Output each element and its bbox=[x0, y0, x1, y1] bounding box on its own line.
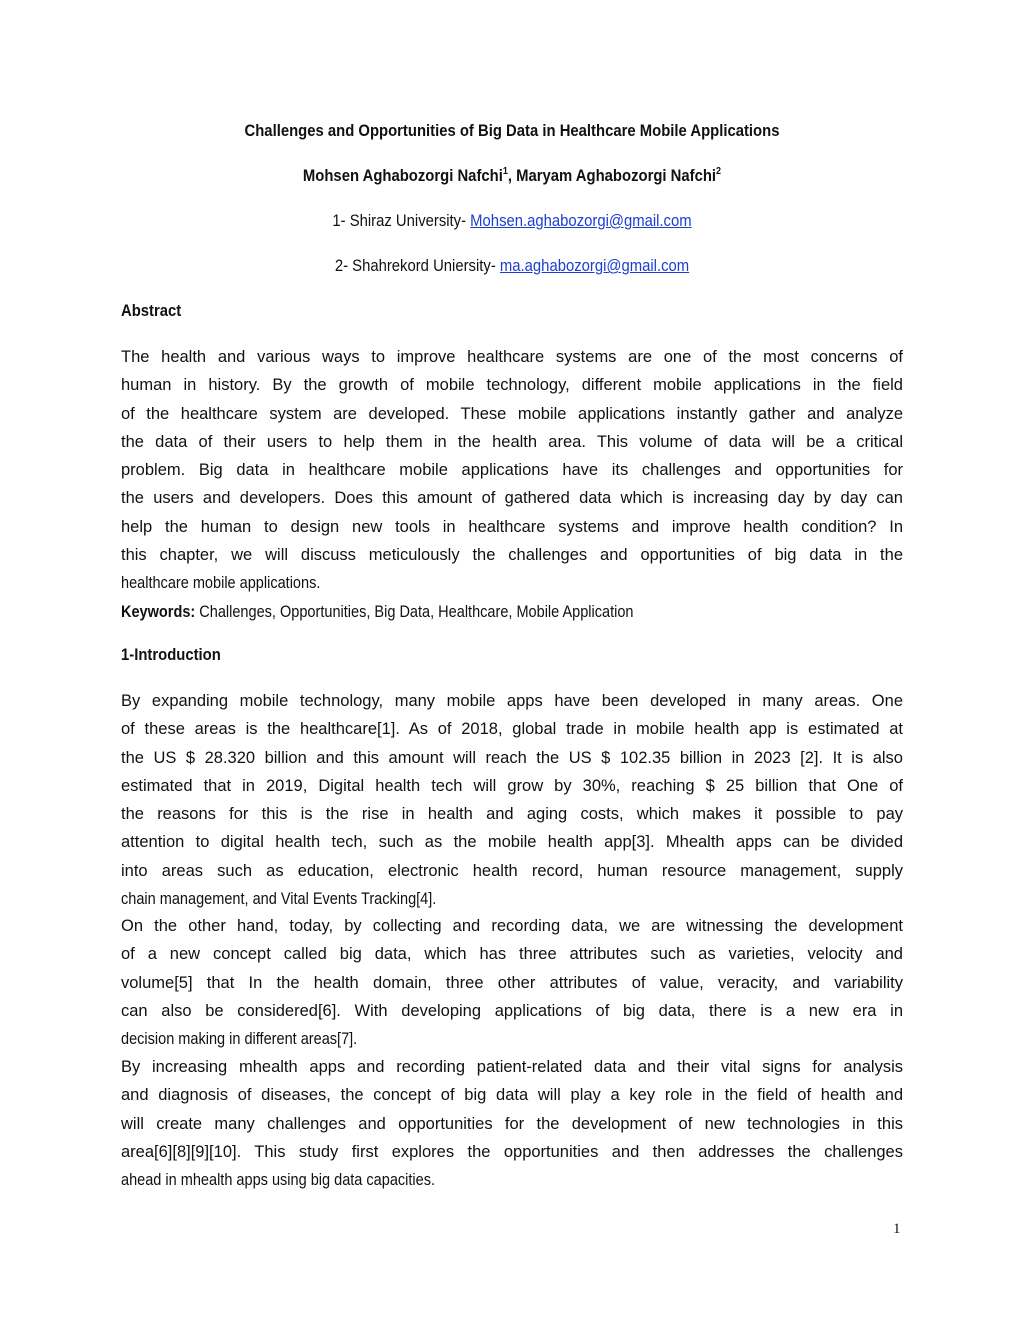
page-number: 1 bbox=[893, 1221, 901, 1237]
text-line: By increasing mhealth apps and recording patient-related data and their vital signs for analysis bbox=[121, 1058, 903, 1076]
email-link[interactable]: Mohsen.aghabozorgi@gmail.com bbox=[470, 212, 692, 230]
author-separator: , bbox=[507, 167, 517, 185]
text-line: By expanding mobile technology, many mobile apps have been developed in many areas. One bbox=[121, 692, 903, 710]
author-name: Maryam Aghabozorgi Nafchi bbox=[516, 167, 717, 185]
text-line: The health and various ways to improve healthcare systems are one of the most concerns of bbox=[121, 348, 903, 366]
introduction-heading: 1-Introduction bbox=[121, 646, 221, 664]
text-line: help the human to design new tools in healthcare systems and improve health condition? In bbox=[121, 517, 903, 536]
affiliation-mark: 2 bbox=[716, 166, 722, 177]
introduction-paragraph-3 bbox=[121, 1053, 903, 1194]
affiliation-text: 2- Shahrekord Uniersity- bbox=[334, 257, 500, 275]
text-line: of the healthcare system are developed. These mobile applications instantly gather and analyze bbox=[121, 404, 903, 423]
text-line: the US $ 28.320 billion and this amount will reach the US $ 102.35 billion in 2023 [2]. It is also bbox=[121, 748, 903, 767]
affiliation-text: 1- Shiraz University- bbox=[332, 212, 471, 230]
text-line: decision making in different areas[7]. bbox=[121, 1030, 358, 1049]
text-line: estimated that in 2019, Digital health tech will grow by 30%, reaching $ 25 billion that One of bbox=[121, 776, 903, 795]
keywords-text: Challenges, Opportunities, Big Data, Healthcare, Mobile Application bbox=[195, 602, 634, 621]
author-list bbox=[51, 167, 973, 186]
text-line: human in history. By the growth of mobile technology, different mobile applications in the field bbox=[121, 376, 903, 395]
text-line: problem. Big data in healthcare mobile applications have its challenges and opportunities for bbox=[121, 461, 903, 480]
text-line: into areas such as education, electronic health record, human resource management, supply bbox=[121, 861, 903, 880]
text-line: can also be considered[6]. With developing applications of big data, there is a new era in bbox=[121, 1001, 903, 1020]
text-line: healthcare mobile applications. bbox=[121, 574, 321, 593]
text-line: volume[5] that In the health domain, three other attributes of value, veracity, and variability bbox=[121, 973, 903, 992]
author-name: Mohsen Aghabozorgi Nafchi bbox=[302, 167, 503, 185]
text-line: attention to digital health tech, such as the mobile health app[3]. Mhealth apps can be divided bbox=[121, 833, 903, 852]
text-line: On the other hand, today, by collecting and recording data, we are witnessing the development bbox=[121, 917, 903, 935]
text-line: ahead in mhealth apps using big data capacities. bbox=[121, 1171, 436, 1190]
text-line: will create many challenges and opportunities for the development of new technologies in this bbox=[121, 1114, 903, 1133]
keywords-label: Keywords: bbox=[121, 602, 196, 621]
text-line: of these areas is the healthcare[1]. As of 2018, global trade in mobile health app is estimated at bbox=[121, 720, 903, 739]
text-line: the data of their users to help them in the health area. This volume of data will be a critical bbox=[121, 432, 903, 451]
email-link[interactable]: ma.aghabozorgi@gmail.com bbox=[499, 257, 690, 275]
text-line: this chapter, we will discuss meticulously the challenges and opportunities of big data in the bbox=[121, 546, 903, 565]
affiliation-1 bbox=[51, 212, 973, 231]
abstract-heading: Abstract bbox=[121, 302, 182, 320]
affiliation-mark: 1 bbox=[502, 166, 508, 177]
keywords-line bbox=[121, 598, 809, 626]
abstract-paragraph bbox=[121, 343, 903, 626]
text-line: area[6][8][9][10]. This study first explores the opportunities and then addresses the challenges bbox=[121, 1142, 903, 1161]
text-line: chain management, and Vital Events Tracking[4]. bbox=[121, 890, 437, 909]
text-line: the reasons for this is the rise in health and aging costs, which makes it possible to pay bbox=[121, 805, 903, 824]
introduction-paragraph-1 bbox=[121, 687, 903, 913]
affiliation-2 bbox=[51, 257, 973, 276]
text-line: and diagnosis of diseases, the concept of big data will play a key role in the field of health and bbox=[121, 1086, 903, 1105]
introduction-paragraph-2 bbox=[121, 912, 903, 1053]
paper-title: Challenges and Opportunities of Big Data in Healthcare Mobile Applications bbox=[244, 122, 780, 140]
text-line: the users and developers. Does this amount of gathered data which is increasing day by day can bbox=[121, 489, 903, 508]
text-line: of a new concept called big data, which has three attributes such as varieties, velocity and bbox=[121, 945, 903, 964]
